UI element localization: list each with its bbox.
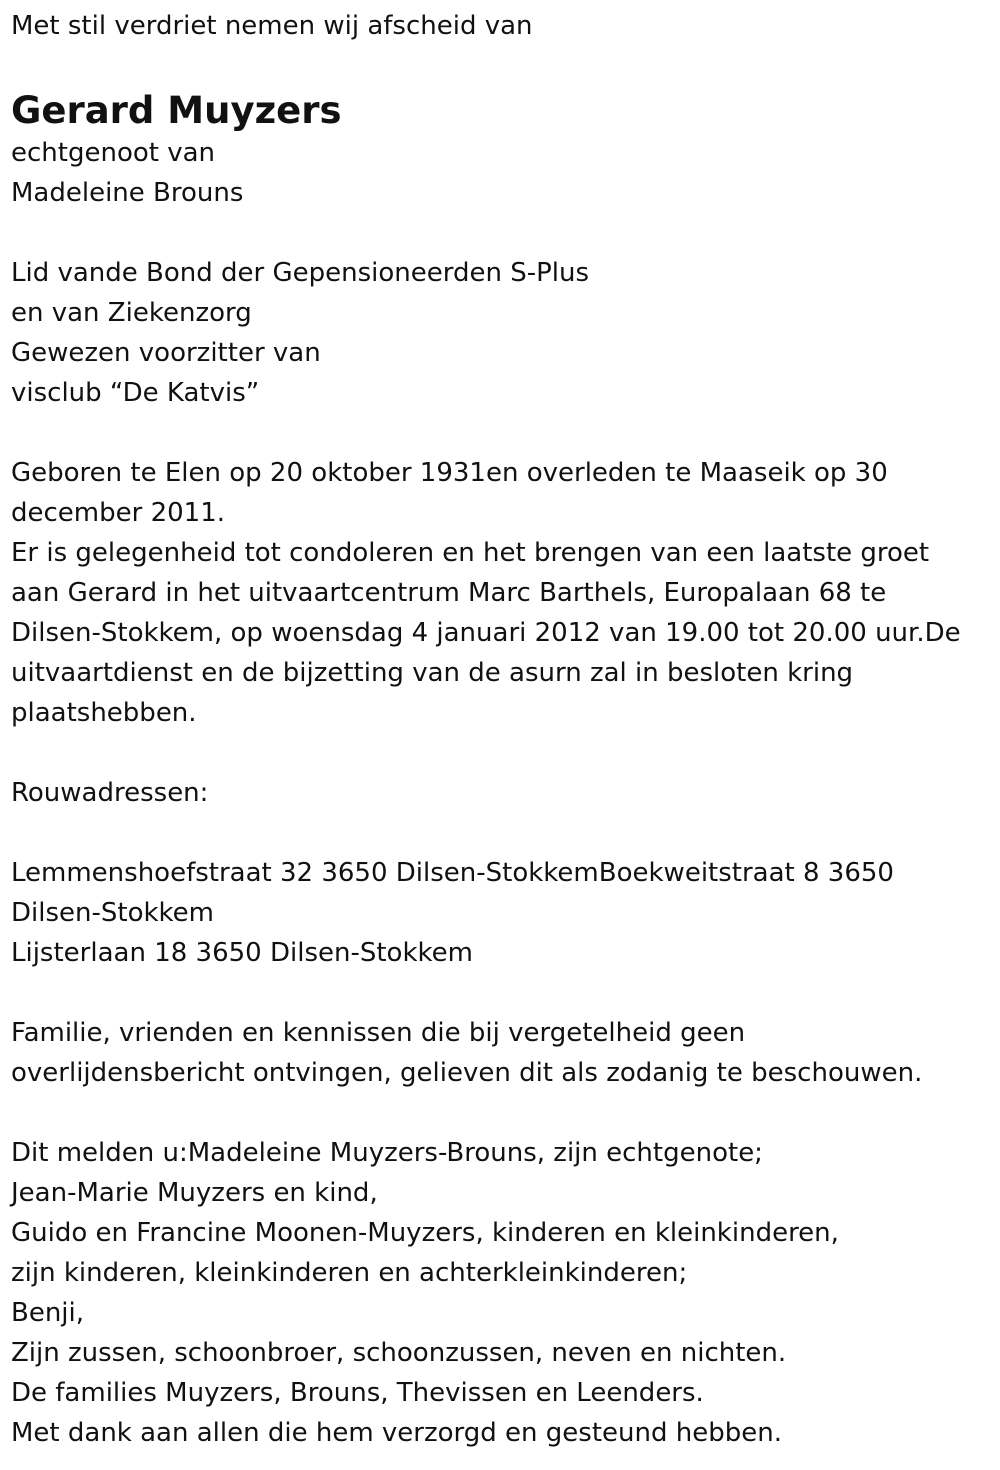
notice-line: overlijdensbericht ontvingen, gelieven dit als zodanig te beschouwen. <box>11 1058 923 1088</box>
membership-line: Gewezen voorzitter van <box>11 338 321 368</box>
family-line: Benji, <box>11 1298 85 1328</box>
spacer <box>11 1093 991 1133</box>
details-line: uitvaartdienst en de bijzetting van de asurn zal in besloten kring <box>11 658 854 688</box>
spacer <box>11 413 991 453</box>
family-line: Dit melden u:Madeleine Muyzers-Brouns, zijn echtgenote; <box>11 1138 763 1168</box>
spacer <box>11 213 991 253</box>
family-line: Met dank aan allen die hem verzorgd en gesteund hebben. <box>11 1418 782 1448</box>
membership-line: en van Ziekenzorg <box>11 298 252 328</box>
details-line: december 2011. <box>11 498 226 528</box>
spacer <box>11 813 991 853</box>
details-line: aan Gerard in het uitvaartcentrum Marc Barthels, Europalaan 68 te <box>11 578 887 608</box>
spouse-line: echtgenoot van <box>11 138 216 168</box>
membership-line: visclub “De Katvis” <box>11 378 260 408</box>
addresses-heading: Rouwadressen: <box>11 778 209 808</box>
address-line: Dilsen-Stokkem <box>11 898 214 928</box>
details-line: Er is gelegenheid tot condoleren en het brengen van een laatste groet <box>11 538 930 568</box>
family-line: Zijn zussen, schoonbroer, schoonzussen, neven en nichten. <box>11 1338 787 1368</box>
family-line: Jean-Marie Muyzers en kind, <box>11 1178 378 1208</box>
spouse-name-line: Madeleine Brouns <box>11 178 244 208</box>
family-line: zijn kinderen, kleinkinderen en achterkleinkinderen; <box>11 1258 688 1288</box>
spacer <box>11 733 991 773</box>
membership-line: Lid vande Bond der Gepensioneerden S-Plus <box>11 258 590 288</box>
details-line: Geboren te Elen op 20 oktober 1931en overleden te Maaseik op 30 <box>11 458 888 488</box>
family-line: De families Muyzers, Brouns, Thevissen en Leenders. <box>11 1378 704 1408</box>
spacer <box>11 973 991 1013</box>
family-line: Guido en Francine Moonen-Muyzers, kinderen en kleinkinderen, <box>11 1218 839 1248</box>
details-line: Dilsen-Stokkem, op woensdag 4 januari 2012 van 19.00 tot 20.00 uur.De <box>11 618 961 648</box>
address-line: Lemmenshoefstraat 32 3650 Dilsen-StokkemBoekweitstraat 8 3650 <box>11 858 894 888</box>
intro-line: Met stil verdriet nemen wij afscheid van <box>11 11 533 41</box>
notice-line: Familie, vrienden en kennissen die bij vergetelheid geen <box>11 1018 746 1048</box>
deceased-name: Gerard Muyzers <box>11 89 342 132</box>
address-line: Lijsterlaan 18 3650 Dilsen-Stokkem <box>11 938 473 968</box>
details-line: plaatshebben. <box>11 698 197 728</box>
obituary-notice <box>11 0 991 1453</box>
